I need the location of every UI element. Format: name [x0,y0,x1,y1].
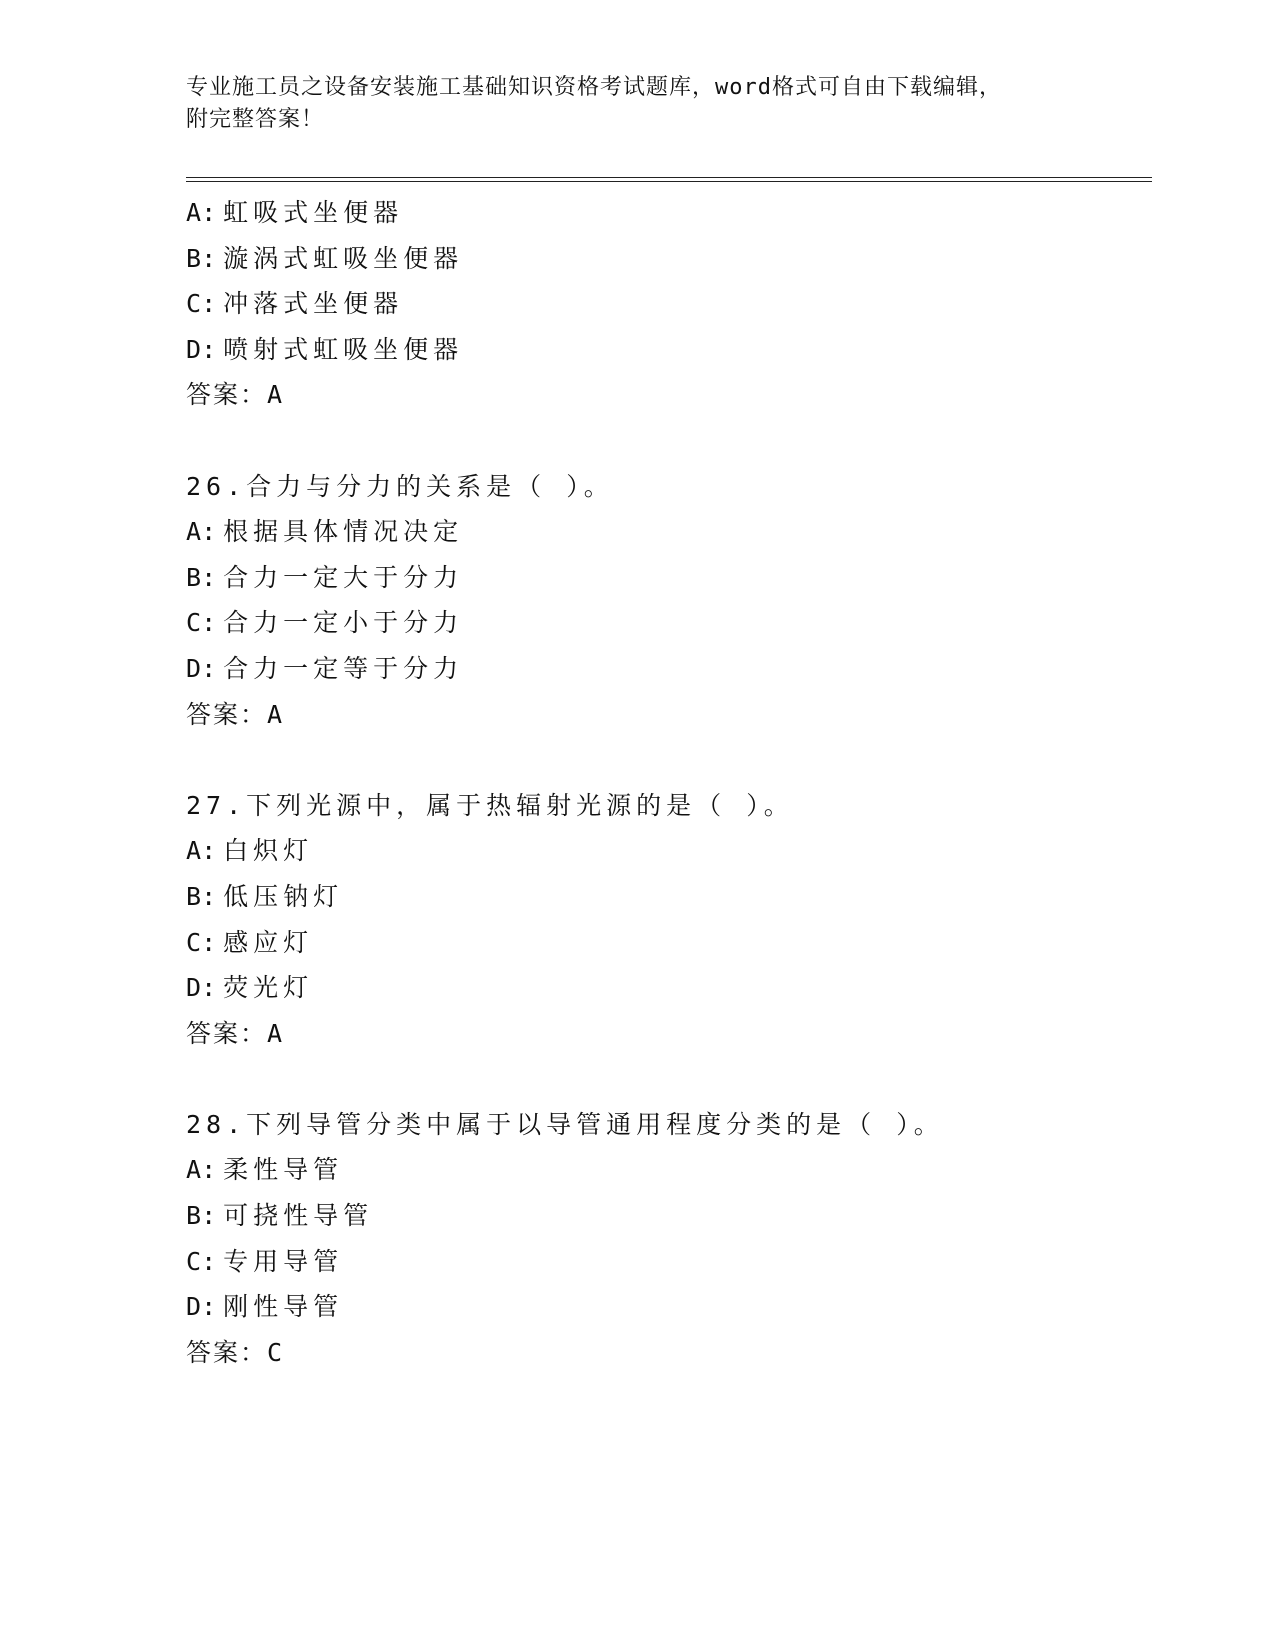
option-text: 可挠性导管 [223,1201,374,1231]
option-a: A: 虹吸式坐便器 [186,198,404,227]
option-c: C: 冲落式坐便器 [186,289,404,319]
option-b: B: 漩涡式虹吸坐便器 [186,243,464,273]
question-list [186,190,1166,1375]
answer-line: 答案：A [186,1018,283,1048]
option-text: 冲落式坐便器 [223,289,404,319]
option-text: 白炽灯 [223,836,314,866]
answer-value: A [267,380,283,410]
option-text: 专用导管 [223,1246,344,1276]
question-25 [186,190,1166,418]
header-line-2: 附完整答案！ [186,107,325,132]
option-c: C: 专用导管 [186,1246,344,1276]
option-d: D: 刚性导管 [186,1292,344,1322]
question-stem: 26.合力与分力的关系是（ ）。 [186,471,614,501]
option-text: 合力一定大于分力 [223,562,464,592]
option-text: 漩涡式虹吸坐便器 [223,243,464,273]
question-26 [186,464,1166,738]
option-text: 荧光灯 [223,973,314,1003]
spacer [186,1056,1166,1102]
option-text: 虹吸式坐便器 [223,198,404,227]
option-a: A: 白炽灯 [186,836,314,866]
option-text: 根据具体情况决定 [223,517,464,547]
question-27 [186,783,1166,1057]
option-d: D: 合力一定等于分力 [186,653,464,683]
option-b: B: 可挠性导管 [186,1201,374,1231]
option-text: 喷射式虹吸坐便器 [223,334,464,364]
spacer [186,418,1166,464]
option-text: 柔性导管 [223,1155,344,1185]
option-a: A: 根据具体情况决定 [186,517,464,547]
option-b: B: 合力一定大于分力 [186,562,464,592]
option-c: C: 合力一定小于分力 [186,608,464,638]
question-stem: 28.下列导管分类中属于以导管通用程度分类的是（ ）。 [186,1109,944,1139]
answer-line: 答案：A [186,699,283,729]
document-header [186,72,1106,136]
option-text: 合力一定小于分力 [223,608,464,638]
spacer [186,737,1166,783]
header-line-1: 专业施工员之设备安装施工基础知识资格考试题库，word格式可自由下载编辑， [186,75,1002,100]
answer-line: 答案：A [186,380,283,410]
option-text: 刚性导管 [223,1292,344,1322]
header-divider-bottom [186,181,1152,182]
option-text: 低压钠灯 [223,881,344,911]
option-c: C: 感应灯 [186,927,314,957]
question-28 [186,1102,1166,1376]
header-divider-top [186,177,1152,178]
option-a: A: 柔性导管 [186,1155,344,1185]
option-d: D: 喷射式虹吸坐便器 [186,334,464,364]
option-text: 感应灯 [223,927,314,957]
option-d: D: 荧光灯 [186,973,314,1003]
answer-value: A [267,699,283,729]
answer-value: A [267,1018,283,1048]
option-text: 合力一定等于分力 [223,653,464,683]
question-stem: 27.下列光源中，属于热辐射光源的是（ ）。 [186,790,794,820]
answer-value: C [267,1337,283,1367]
option-b: B: 低压钠灯 [186,881,344,911]
answer-line: 答案：C [186,1337,283,1367]
